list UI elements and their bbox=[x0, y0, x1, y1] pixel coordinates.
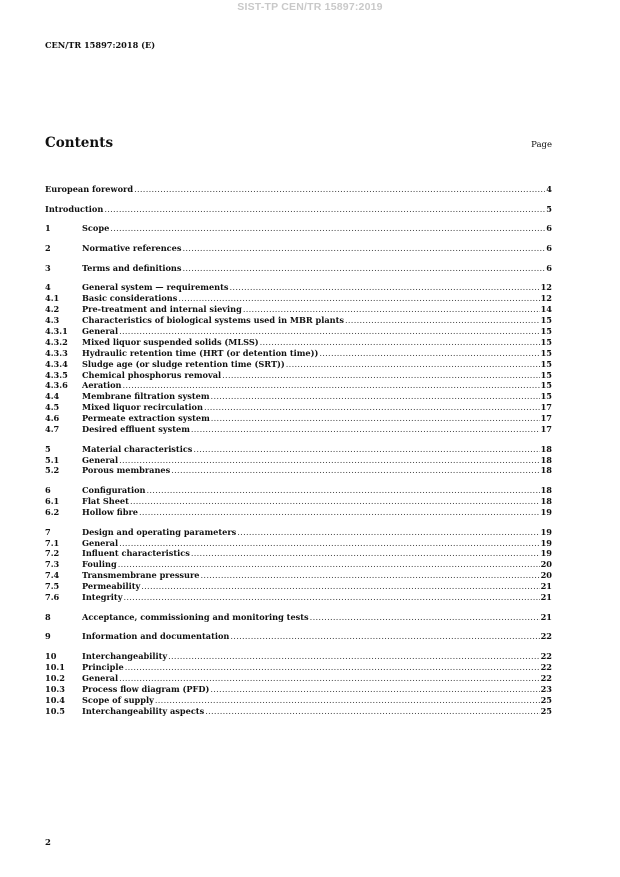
dot-leader bbox=[125, 662, 540, 673]
toc-entry-page: 19 bbox=[540, 506, 552, 517]
toc-entry-page: 6 bbox=[546, 262, 552, 273]
toc-entry-number: 5.1 bbox=[45, 454, 60, 465]
dot-leader bbox=[230, 282, 540, 293]
toc-entry-page: 25 bbox=[540, 705, 552, 716]
toc-entry[interactable] bbox=[45, 243, 552, 254]
footer-page-number: 2 bbox=[45, 838, 51, 848]
toc-entry-page: 18 bbox=[540, 496, 552, 507]
dot-leader bbox=[211, 413, 540, 424]
dot-leader bbox=[191, 548, 540, 559]
toc-entry-page: 12 bbox=[540, 282, 552, 293]
toc-entry-page: 15 bbox=[540, 369, 552, 380]
toc-entry[interactable] bbox=[45, 455, 552, 466]
dot-leader bbox=[182, 243, 545, 254]
toc-entry-number: 9 bbox=[45, 631, 51, 642]
toc-entry-number: 4.7 bbox=[45, 424, 60, 435]
toc-entry[interactable] bbox=[45, 581, 552, 592]
toc-entry[interactable] bbox=[45, 293, 552, 304]
dot-leader bbox=[123, 592, 539, 603]
toc-entry[interactable] bbox=[45, 263, 552, 274]
dot-leader bbox=[134, 184, 545, 195]
toc-entry-page: 19 bbox=[540, 548, 552, 559]
toc-entry-number: 1 bbox=[45, 223, 51, 234]
dot-leader bbox=[141, 581, 539, 592]
toc-entry-page: 21 bbox=[540, 611, 552, 622]
toc-entry-page: 22 bbox=[540, 672, 552, 683]
toc-entry-page: 25 bbox=[540, 694, 552, 705]
dot-leader bbox=[178, 293, 539, 304]
toc-entry[interactable] bbox=[45, 204, 552, 215]
toc-entry[interactable] bbox=[45, 444, 552, 455]
dot-leader bbox=[191, 424, 540, 435]
toc-entry-number: 7.3 bbox=[45, 559, 60, 570]
toc-entry-title: Terms and definitions bbox=[82, 262, 182, 273]
dot-leader bbox=[201, 570, 540, 581]
toc-entry-title: Pre-treatment and internal sieving bbox=[82, 304, 242, 315]
toc-entry[interactable] bbox=[45, 282, 552, 293]
toc-entry[interactable] bbox=[45, 570, 552, 581]
toc-entry-number: 4.3.4 bbox=[45, 358, 68, 369]
dot-leader bbox=[183, 263, 546, 274]
toc-entry[interactable] bbox=[45, 485, 552, 496]
toc-entry[interactable] bbox=[45, 359, 552, 370]
dot-leader bbox=[319, 348, 539, 359]
toc-entry[interactable] bbox=[45, 706, 552, 717]
dot-leader bbox=[205, 706, 539, 717]
toc-entry-title: Transmembrane pressure bbox=[82, 570, 200, 581]
toc-entry-title: Normative references bbox=[82, 243, 182, 254]
dot-leader bbox=[193, 444, 539, 455]
dot-leader bbox=[130, 496, 540, 507]
toc-entry-page: 15 bbox=[540, 391, 552, 402]
toc-entry-number: 7.6 bbox=[45, 591, 60, 602]
toc-entry[interactable] bbox=[45, 326, 552, 337]
toc-entry-page: 17 bbox=[540, 413, 552, 424]
toc-entry-page: 21 bbox=[540, 581, 552, 592]
toc-entry-page: 17 bbox=[540, 402, 552, 413]
toc-entry-page: 22 bbox=[540, 661, 552, 672]
toc-entry-title: General bbox=[82, 537, 119, 548]
toc-entry-title: Chemical phosphorus removal bbox=[82, 369, 222, 380]
toc-entry-title: Desired effluent system bbox=[82, 424, 190, 435]
dot-leader bbox=[260, 337, 540, 348]
toc-entry-title: Membrane filtration system bbox=[82, 391, 210, 402]
toc-entry-number: 4.4 bbox=[45, 391, 60, 402]
dot-leader bbox=[204, 402, 540, 413]
toc-entry-number: 6.1 bbox=[45, 496, 60, 507]
toc-entry-number: 7.2 bbox=[45, 548, 60, 559]
toc-entry-page: 17 bbox=[540, 424, 552, 435]
toc-entry[interactable] bbox=[45, 527, 552, 538]
toc-entry-title: Configuration bbox=[82, 485, 146, 496]
toc-entry-number: 2 bbox=[45, 243, 51, 254]
toc-entry-number: 10.1 bbox=[45, 661, 65, 672]
toc-entry-number: 4.2 bbox=[45, 304, 60, 315]
toc-entry-title: Interchangeability aspects bbox=[82, 705, 205, 716]
toc-entry-title: Mixed liquor recirculation bbox=[82, 402, 203, 413]
toc-entry[interactable] bbox=[45, 684, 552, 695]
toc-entry-title: Characteristics of biological systems used in MBR plants bbox=[82, 315, 344, 326]
toc-entry-title: Hydraulic retention time (HRT (or detention time)) bbox=[82, 347, 319, 358]
toc-entry-page: 5 bbox=[546, 203, 552, 214]
toc-entry[interactable] bbox=[45, 559, 552, 570]
toc-entry[interactable] bbox=[45, 651, 552, 662]
toc-entry-page: 6 bbox=[546, 243, 552, 254]
toc-entry-title: General bbox=[82, 454, 119, 465]
toc-entry-title: Basic considerations bbox=[82, 293, 178, 304]
toc-entry-title: Influent characteristics bbox=[82, 548, 190, 559]
toc-entry[interactable] bbox=[45, 548, 552, 559]
dot-leader bbox=[210, 684, 539, 695]
toc-entry-number: 10.4 bbox=[45, 694, 65, 705]
toc-entry[interactable] bbox=[45, 424, 552, 435]
toc-entry-number: 4.3.5 bbox=[45, 369, 68, 380]
toc-entry-number: 7 bbox=[45, 526, 51, 537]
toc-entry-page: 19 bbox=[540, 537, 552, 548]
toc-entry-page: 20 bbox=[540, 570, 552, 581]
toc-entry[interactable] bbox=[45, 695, 552, 706]
toc-entry-number: 7.4 bbox=[45, 570, 60, 581]
toc-entry-title: Sludge age (or sludge retention time (SRT)) bbox=[82, 358, 285, 369]
contents-heading: Contents bbox=[45, 135, 114, 151]
toc-entry[interactable] bbox=[45, 402, 552, 413]
toc-entry[interactable] bbox=[45, 304, 552, 315]
toc-entry-number: 6 bbox=[45, 485, 51, 496]
document-identifier: CEN/TR 15897:2018 (E) bbox=[45, 40, 156, 50]
toc-entry-number: 10 bbox=[45, 651, 57, 662]
toc-entry[interactable] bbox=[45, 391, 552, 402]
toc-entry[interactable] bbox=[45, 465, 552, 476]
page-column-label: Page bbox=[531, 140, 552, 150]
toc-entry[interactable] bbox=[45, 184, 552, 195]
toc-entry-page: 22 bbox=[540, 651, 552, 662]
toc-entry[interactable] bbox=[45, 315, 552, 326]
toc-entry-title: Integrity bbox=[82, 591, 123, 602]
toc-entry-number: 4.1 bbox=[45, 293, 60, 304]
toc-entry[interactable] bbox=[45, 370, 552, 381]
dot-leader bbox=[286, 359, 540, 370]
dot-leader bbox=[211, 391, 540, 402]
toc-entry[interactable] bbox=[45, 507, 552, 518]
toc-entry-title: Process flow diagram (PFD) bbox=[82, 683, 210, 694]
toc-entry[interactable] bbox=[45, 662, 552, 673]
dot-leader bbox=[345, 315, 540, 326]
toc-entry-title: Interchangeability bbox=[82, 651, 168, 662]
toc-entry[interactable] bbox=[45, 496, 552, 507]
toc-entry-number: 4.3.1 bbox=[45, 326, 68, 336]
toc-entry-title: Acceptance, commissioning and monitoring tests bbox=[82, 611, 309, 622]
toc-entry-title: General bbox=[82, 326, 119, 336]
toc-entry-number: 6.2 bbox=[45, 506, 60, 517]
toc-entry-title: Hollow fibre bbox=[82, 506, 138, 517]
toc-entry-page: 15 bbox=[540, 380, 552, 391]
toc-entry-page: 23 bbox=[540, 683, 552, 694]
toc-entry-number: 4 bbox=[45, 282, 51, 293]
toc-entry-page: 22 bbox=[540, 631, 552, 642]
toc-entry-number: 4.3.6 bbox=[45, 380, 68, 391]
watermark-text: SIST-TP CEN/TR 15897:2019 bbox=[237, 1, 383, 13]
toc-entry-number: 5.2 bbox=[45, 465, 60, 476]
toc-entry-number: 4.5 bbox=[45, 402, 60, 413]
toc-entry-title: Permeate extraction system bbox=[82, 413, 210, 424]
toc-entry-number: 8 bbox=[45, 611, 51, 622]
toc-entry[interactable] bbox=[45, 592, 552, 603]
toc-entry-page: 6 bbox=[546, 223, 552, 234]
dot-leader bbox=[243, 304, 540, 315]
toc-entry-title: Flat Sheet bbox=[82, 496, 129, 507]
toc-entry-title: European foreword bbox=[45, 184, 134, 194]
toc-entry-title: Information and documentation bbox=[82, 631, 230, 642]
toc-entry-title: Permeability bbox=[82, 581, 141, 592]
toc-entry-title: Material characteristics bbox=[82, 443, 193, 454]
toc-entry-page: 18 bbox=[540, 443, 552, 454]
toc-entry-number: 7.1 bbox=[45, 537, 60, 548]
toc-entry[interactable] bbox=[45, 538, 552, 549]
dot-leader bbox=[147, 485, 540, 496]
toc-entry-page: 18 bbox=[540, 454, 552, 465]
toc-entry-number: 10.5 bbox=[45, 705, 65, 716]
toc-entry[interactable] bbox=[45, 413, 552, 424]
toc-entry-page: 4 bbox=[546, 184, 552, 194]
dot-leader bbox=[119, 326, 540, 337]
dot-leader bbox=[230, 631, 539, 642]
toc-entry[interactable] bbox=[45, 631, 552, 642]
toc-entry-page: 18 bbox=[540, 485, 552, 496]
toc-entry-number: 4.3.3 bbox=[45, 347, 68, 358]
toc-entry-title: Mixed liquor suspended solids (MLSS) bbox=[82, 336, 259, 347]
toc-entry-title: Design and operating parameters bbox=[82, 526, 237, 537]
dot-leader bbox=[168, 651, 539, 662]
dot-leader bbox=[155, 695, 540, 706]
toc-entry-title: Fouling bbox=[82, 559, 117, 570]
dot-leader bbox=[110, 223, 545, 234]
toc-entry-page: 19 bbox=[540, 526, 552, 537]
toc-entry-number: 7.5 bbox=[45, 581, 60, 592]
toc-entry-title: Porous membranes bbox=[82, 465, 171, 476]
toc-entry-number: 4.6 bbox=[45, 413, 60, 424]
toc-entry-page: 15 bbox=[540, 347, 552, 358]
toc-entry-page: 14 bbox=[540, 304, 552, 315]
toc-entry-title: Introduction bbox=[45, 203, 104, 214]
dot-leader bbox=[104, 204, 545, 215]
dot-leader bbox=[118, 559, 540, 570]
toc-entry-page: 18 bbox=[540, 465, 552, 476]
toc-entry[interactable] bbox=[45, 337, 552, 348]
toc-entry-number: 4.3 bbox=[45, 315, 60, 326]
toc-entry-page: 15 bbox=[540, 326, 552, 336]
toc-entry-title: Scope of supply bbox=[82, 694, 154, 705]
toc-entry-title: Principle bbox=[82, 661, 124, 672]
toc-entry[interactable] bbox=[45, 380, 552, 391]
toc-entry-number: 5 bbox=[45, 443, 51, 454]
toc-entry-number: 3 bbox=[45, 262, 51, 273]
toc-entry-title: Scope bbox=[82, 223, 110, 234]
toc-entry-page: 15 bbox=[540, 315, 552, 326]
toc-entry[interactable] bbox=[45, 673, 552, 684]
dot-leader bbox=[237, 527, 539, 538]
dot-leader bbox=[310, 612, 540, 623]
dot-leader bbox=[119, 455, 540, 466]
dot-leader bbox=[171, 465, 539, 476]
toc-entry-page: 15 bbox=[540, 336, 552, 347]
dot-leader bbox=[222, 370, 539, 381]
toc-entry-page: 20 bbox=[540, 559, 552, 570]
toc-entry[interactable] bbox=[45, 223, 552, 234]
toc-entry-title: General bbox=[82, 672, 119, 683]
toc-entry-title: Aeration bbox=[82, 380, 122, 391]
dot-leader bbox=[119, 538, 540, 549]
table-of-contents bbox=[45, 184, 552, 716]
toc-entry-number: 10.2 bbox=[45, 672, 65, 683]
toc-entry-number: 4.3.2 bbox=[45, 336, 68, 347]
toc-entry-page: 15 bbox=[540, 358, 552, 369]
dot-leader bbox=[119, 673, 540, 684]
toc-entry-title: General system — requirements bbox=[82, 282, 229, 293]
toc-entry[interactable] bbox=[45, 348, 552, 359]
dot-leader bbox=[123, 380, 540, 391]
toc-entry-page: 21 bbox=[540, 591, 552, 602]
dot-leader bbox=[139, 507, 540, 518]
toc-entry-page: 12 bbox=[540, 293, 552, 304]
toc-entry-number: 10.3 bbox=[45, 683, 65, 694]
toc-entry[interactable] bbox=[45, 612, 552, 623]
